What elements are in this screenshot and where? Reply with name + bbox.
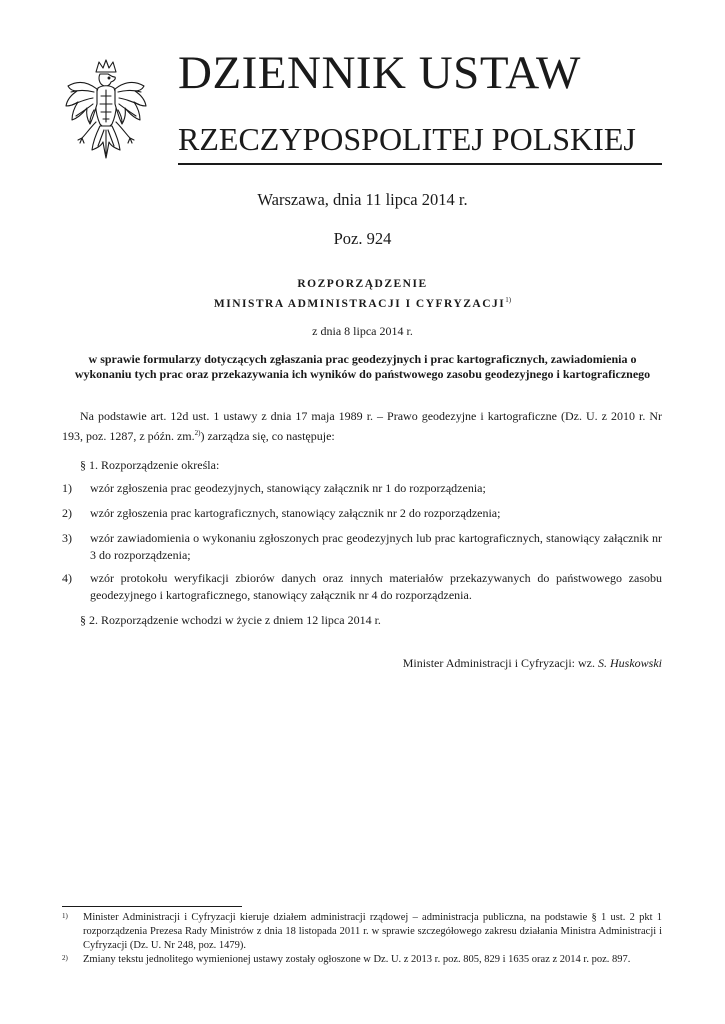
list-item: [62, 505, 662, 522]
issuing-authority: [0, 296, 725, 310]
signatory-name: S. Huskowski: [598, 656, 662, 670]
preamble: [62, 408, 662, 445]
list-item-number: 3): [62, 531, 72, 545]
journal-subtitle: RZECZYPOSPOLITEJ POLSKIEJ: [178, 121, 636, 157]
list-item: [62, 480, 662, 497]
preamble-part-2: ) zarządza się, co następuje:: [200, 429, 335, 443]
masthead-divider: [178, 163, 662, 165]
regulation-subject: w sprawie formularzy dotyczących zgłaszania prac geodezyjnych i prac kartograficznych, zawiadomienia o wykonaniu tych prac oraz przekazywania ich wyników do państwowego zasobu geodezyjnego i kartograficznego: [74, 352, 651, 381]
list-item-text: wzór zgłoszenia prac geodezyjnych, stanowiący załącznik nr 1 do rozporządzenia;: [90, 481, 486, 495]
footnote: [62, 911, 662, 953]
footnote: [62, 953, 662, 967]
signature-line: [403, 656, 662, 671]
authority-name: MINISTRA ADMINISTRACJI I CYFRYZACJI: [213, 297, 506, 310]
list-item-text: wzór zgłoszenia prac kartograficznych, stanowiący załącznik nr 2 do rozporządzenia;: [90, 506, 501, 520]
footnote-divider: [62, 906, 242, 907]
list-item-number: 4): [62, 571, 72, 585]
list-item-text: wzór protokołu weryfikacji zbiorów danych oraz innych materiałów przekazywanych do państwowego zasobu geodezyjnego i kartograficznego, stanowiący załącznik nr 4 do rozporządzenia.: [90, 571, 662, 602]
section-2: § 2. Rozporządzenie wchodzi w życie z dniem 12 lipca 2014 r.: [80, 613, 381, 627]
list-item-number: 1): [62, 481, 72, 495]
issued-date: z dnia 8 lipca 2014 r.: [312, 324, 413, 338]
footnote-number: 2): [62, 954, 68, 962]
dateline: Warszawa, dnia 11 lipca 2014 r.: [257, 190, 468, 209]
footnote-text: Zmiany tekstu jednolitego wymienionej ustawy zostały ogłoszone w Dz. U. z 2013 r. poz. 805, 829 i 1635 oraz z 2014 r. poz. 897.: [83, 954, 631, 965]
list-item-text: wzór zawiadomienia o wykonaniu zgłoszonych prac geodezyjnych lub prac kartograficznych, stanowiący załącznik nr 3 do rozporządzenia;: [90, 531, 662, 562]
list-item: [62, 570, 662, 604]
white-eagle-emblem-icon: [60, 58, 152, 164]
list-item: [62, 530, 662, 564]
journal-title: DZIENNIK USTAW: [178, 47, 581, 99]
section-1-heading: § 1. Rozporządzenie określa:: [80, 458, 220, 472]
footnote-text: Minister Administracji i Cyfryzacji kieruje działem administracji rządowej – administracja publiczna, na podstawie § 1 ust. 2 pkt 1 rozporządzenia Prezesa Rady Ministrów z dnia 18 listopada 2011 r. w sprawie szczegółowego zakresu działania Ministra Administracji i Cyfryzacji (Dz. U. Nr 248, poz. 1479).: [83, 912, 662, 951]
footnote-ref-1: 1): [505, 296, 512, 304]
signatory-role: Minister Administracji i Cyfryzacji: wz.: [402, 656, 595, 670]
position-number: Poz. 924: [333, 229, 392, 248]
preamble-part-1: Na podstawie art. 12d ust. 1 ustawy z dnia 17 maja 1989 r. – Prawo geodezyjne i kartograficzne (Dz. U. z 2010 r. Nr 193, poz. 1287, z późn. zm.: [62, 409, 662, 443]
footnote-number: 1): [62, 912, 68, 920]
list-item-number: 2): [62, 506, 72, 520]
footnote-ref-2: 2): [194, 429, 201, 437]
document-type: ROZPORZĄDZENIE: [297, 278, 428, 290]
